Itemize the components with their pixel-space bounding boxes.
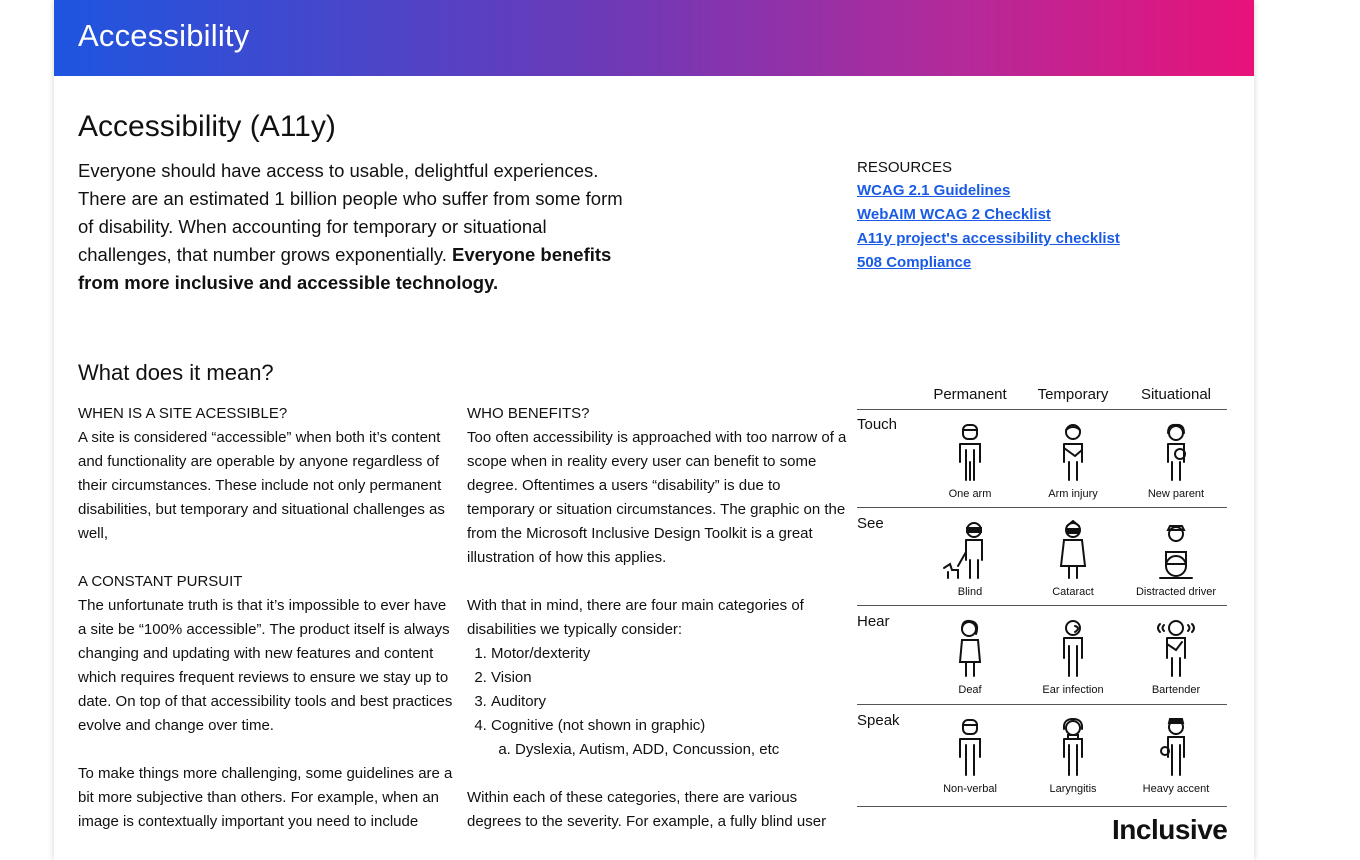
resources-panel — [857, 157, 1177, 275]
persona-caption: Distracted driver — [1135, 586, 1217, 598]
column-left — [78, 402, 453, 834]
list-item: 2. Vision — [491, 666, 847, 690]
divider — [857, 409, 1227, 410]
bartender-icon — [1154, 618, 1198, 678]
paragraph-who-benefits: Too often accessibility is approached with too narrow of a scope when in reality every user can benefit to some degree. Oftentimes a users “disability” is due to temporary or situation circumstances. The graphic on the from the Microsoft Inclusive Design Toolkit is a great illustration of how this applies. — [467, 429, 847, 566]
inclusive-logo: Inclusive — [1112, 814, 1228, 845]
persona-cell — [1022, 520, 1124, 598]
sub-list-item: a. Dyslexia, Autism, ADD, Concussion, etc — [515, 738, 847, 762]
divider — [857, 605, 1227, 606]
divider — [857, 704, 1227, 705]
non-verbal-person-icon — [950, 717, 990, 777]
row-label-speak: Speak — [857, 712, 900, 729]
row-label-see: See — [857, 515, 884, 532]
persona-caption: One arm — [948, 488, 992, 500]
intro-paragraph — [78, 157, 638, 297]
heavy-accent-person-icon — [1156, 717, 1196, 777]
cataract-person-icon — [1053, 520, 1093, 580]
section-title: What does it mean? — [78, 360, 274, 385]
content-card — [54, 0, 1254, 860]
distracted-driver-icon — [1156, 520, 1196, 580]
list-item: 1. Motor/dexterity — [491, 642, 847, 666]
paragraph-when-accessible: A site is considered “accessible” when both it’s content and functionality are operable by anyone regardless of their circumstances. These include not only permanent disabilities, but temporary and situational challenges as well, — [78, 429, 445, 542]
persona-caption: Cataract — [1052, 586, 1094, 598]
persona-cell — [1125, 618, 1227, 696]
new-parent-icon — [1156, 422, 1196, 482]
column-header-situational: Situational — [1140, 386, 1212, 403]
persona-cell — [1125, 520, 1227, 598]
persona-cell — [1125, 717, 1227, 795]
banner-title: Accessibility — [78, 18, 250, 53]
persona-cell — [919, 618, 1021, 696]
column-header-permanent: Permanent — [933, 386, 1007, 403]
category-list — [467, 642, 847, 762]
persona-caption: Deaf — [958, 684, 982, 696]
link-508-compliance[interactable]: 508 Compliance — [857, 254, 972, 271]
paragraph-constant-pursuit: The unfortunate truth is that it’s impossible to ever have a site be “100% accessible”. The product itself is always changing and updating with new features and content which requires frequent reviews to ensure we stay up to date. On top of that accessibility tools and best practices evolve and change over time. — [78, 597, 453, 734]
paragraph-severity: Within each of these categories, there are various degrees to the severity. For example, a fully blind user — [467, 789, 827, 830]
subheading-when-accessible: WHEN IS A SITE ACESSIBLE? — [78, 405, 288, 422]
persona-caption: Heavy accent — [1142, 783, 1210, 795]
list-item-text: Cognitive (not shown in graphic) — [491, 717, 706, 734]
persona-caption: New parent — [1147, 488, 1205, 500]
divider — [857, 507, 1227, 508]
arm-injury-person-icon — [1053, 422, 1093, 482]
persona-caption: Blind — [957, 586, 983, 598]
ear-infection-person-icon — [1053, 618, 1093, 678]
persona-cell — [1022, 422, 1124, 500]
persona-caption: Bartender — [1151, 684, 1201, 696]
link-a11y-project-checklist[interactable]: A11y project's accessibility checklist — [857, 230, 1120, 247]
persona-cell — [1125, 422, 1227, 500]
persona-caption: Ear infection — [1042, 684, 1104, 696]
sub-list — [491, 738, 847, 762]
paragraph-subjective: To make things more challenging, some guidelines are a bit more subjective than others. For example, when an image is contextually important you need to include — [78, 765, 453, 830]
link-wcag-guidelines[interactable]: WCAG 2.1 Guidelines — [857, 182, 1011, 199]
persona-cell — [919, 422, 1021, 500]
page-banner — [54, 0, 1254, 76]
subheading-who-benefits: WHO BENEFITS? — [467, 405, 590, 422]
column-middle — [467, 402, 847, 834]
link-webaim-checklist[interactable]: WebAIM WCAG 2 Checklist — [857, 206, 1051, 223]
intro-text: Everyone should have access to usable, delightful experiences. There are an estimated 1 billion people who suffer from some form of disability. When accounting for temporary or situational challenges, that number grows exponentially. — [78, 160, 623, 265]
persona-cell — [919, 717, 1021, 795]
row-label-hear: Hear — [857, 613, 890, 630]
persona-caption: Laryngitis — [1049, 783, 1097, 795]
intro-bold-text: Everyone benefits from more inclusive and accessible technology. — [78, 244, 612, 293]
paragraph-categories: With that in mind, there are four main categories of disabilities we typically consider: — [467, 597, 804, 638]
laryngitis-person-icon — [1053, 717, 1093, 777]
persona-caption: Arm injury — [1048, 488, 1098, 500]
list-item — [491, 714, 847, 762]
list-item: 3. Auditory — [491, 690, 847, 714]
resources-label: RESOURCES — [857, 159, 953, 176]
blind-person-with-dog-icon — [940, 520, 1000, 580]
one-arm-person-icon — [950, 422, 990, 482]
row-label-touch: Touch — [857, 416, 898, 433]
column-header-temporary: Temporary — [1037, 386, 1109, 403]
persona-cell — [919, 520, 1021, 598]
persona-cell — [1022, 618, 1124, 696]
persona-caption: Non-verbal — [943, 783, 997, 795]
persona-spectrum-graphic — [857, 380, 1227, 820]
deaf-person-icon — [950, 618, 990, 678]
page-title: Accessibility (A11y) — [78, 110, 336, 143]
persona-cell — [1022, 717, 1124, 795]
subheading-constant-pursuit: A CONSTANT PURSUIT — [78, 573, 243, 590]
divider — [857, 806, 1227, 807]
